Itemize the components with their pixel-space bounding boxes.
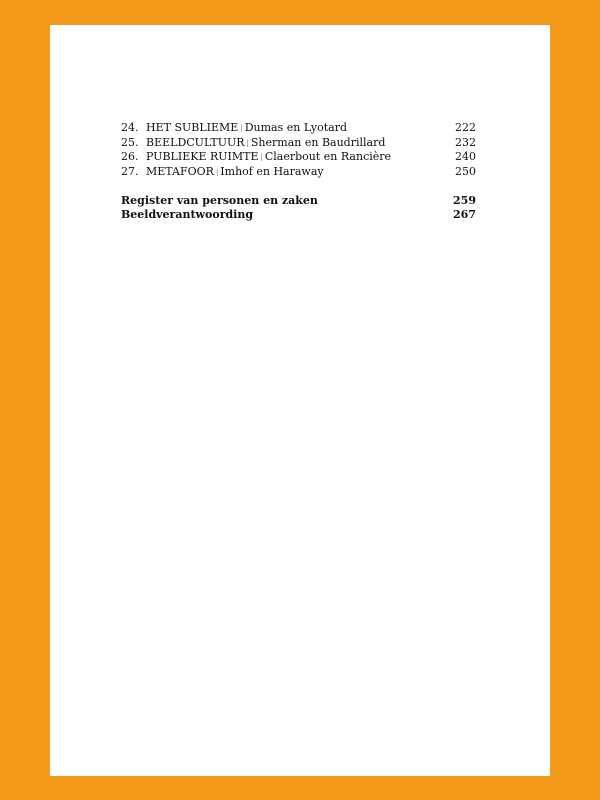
toc-entry-chapter-25 <box>121 136 476 151</box>
chapter-title: PUBLIEKE RUIMTE <box>146 150 259 163</box>
toc-entry-register <box>121 194 476 209</box>
chapter-page-number: 250 <box>455 164 476 178</box>
toc-entry-chapter-27 <box>121 165 476 180</box>
chapter-page-number: 240 <box>455 150 476 163</box>
chapter-title-line <box>146 165 324 181</box>
chapter-title: HET SUBLIEME <box>146 121 239 134</box>
chapter-subtitle: Sherman en Baudrillard <box>250 135 386 149</box>
title-separator: | <box>240 124 243 132</box>
book-page <box>50 25 550 776</box>
chapter-page-number: 232 <box>455 135 476 149</box>
toc-entry-chapter-24 <box>121 121 476 136</box>
chapter-subtitle: Claerbout en Rancière <box>264 150 392 163</box>
chapter-title-line <box>146 121 347 137</box>
table-of-contents <box>121 121 476 223</box>
appendix-page-number: 267 <box>453 208 476 221</box>
chapter-page-number: 222 <box>455 121 476 134</box>
appendix-title: Register van personen en zaken <box>121 193 318 207</box>
chapter-title: METAFOOR <box>146 164 214 178</box>
chapter-number: 25. <box>121 135 139 149</box>
title-separator: | <box>246 138 249 147</box>
appendix-title: Beeldverantwoording <box>121 208 254 221</box>
chapter-subtitle: Dumas en Lyotard <box>244 121 348 134</box>
toc-entry-beeldverantwoording <box>121 208 476 223</box>
section-spacer <box>121 179 476 194</box>
title-separator: | <box>215 167 219 176</box>
chapter-number: 26. <box>121 150 139 163</box>
chapter-subtitle: Imhof en Haraway <box>220 164 324 178</box>
chapter-number: 27. <box>121 164 139 178</box>
chapter-number: 24. <box>121 121 139 134</box>
chapter-title: BEELDCULTUUR <box>146 135 245 149</box>
chapter-title-line <box>146 150 391 166</box>
toc-entry-chapter-26 <box>121 150 476 165</box>
title-separator: | <box>260 153 263 161</box>
chapter-title-line <box>146 136 385 152</box>
appendix-page-number: 259 <box>453 193 476 207</box>
